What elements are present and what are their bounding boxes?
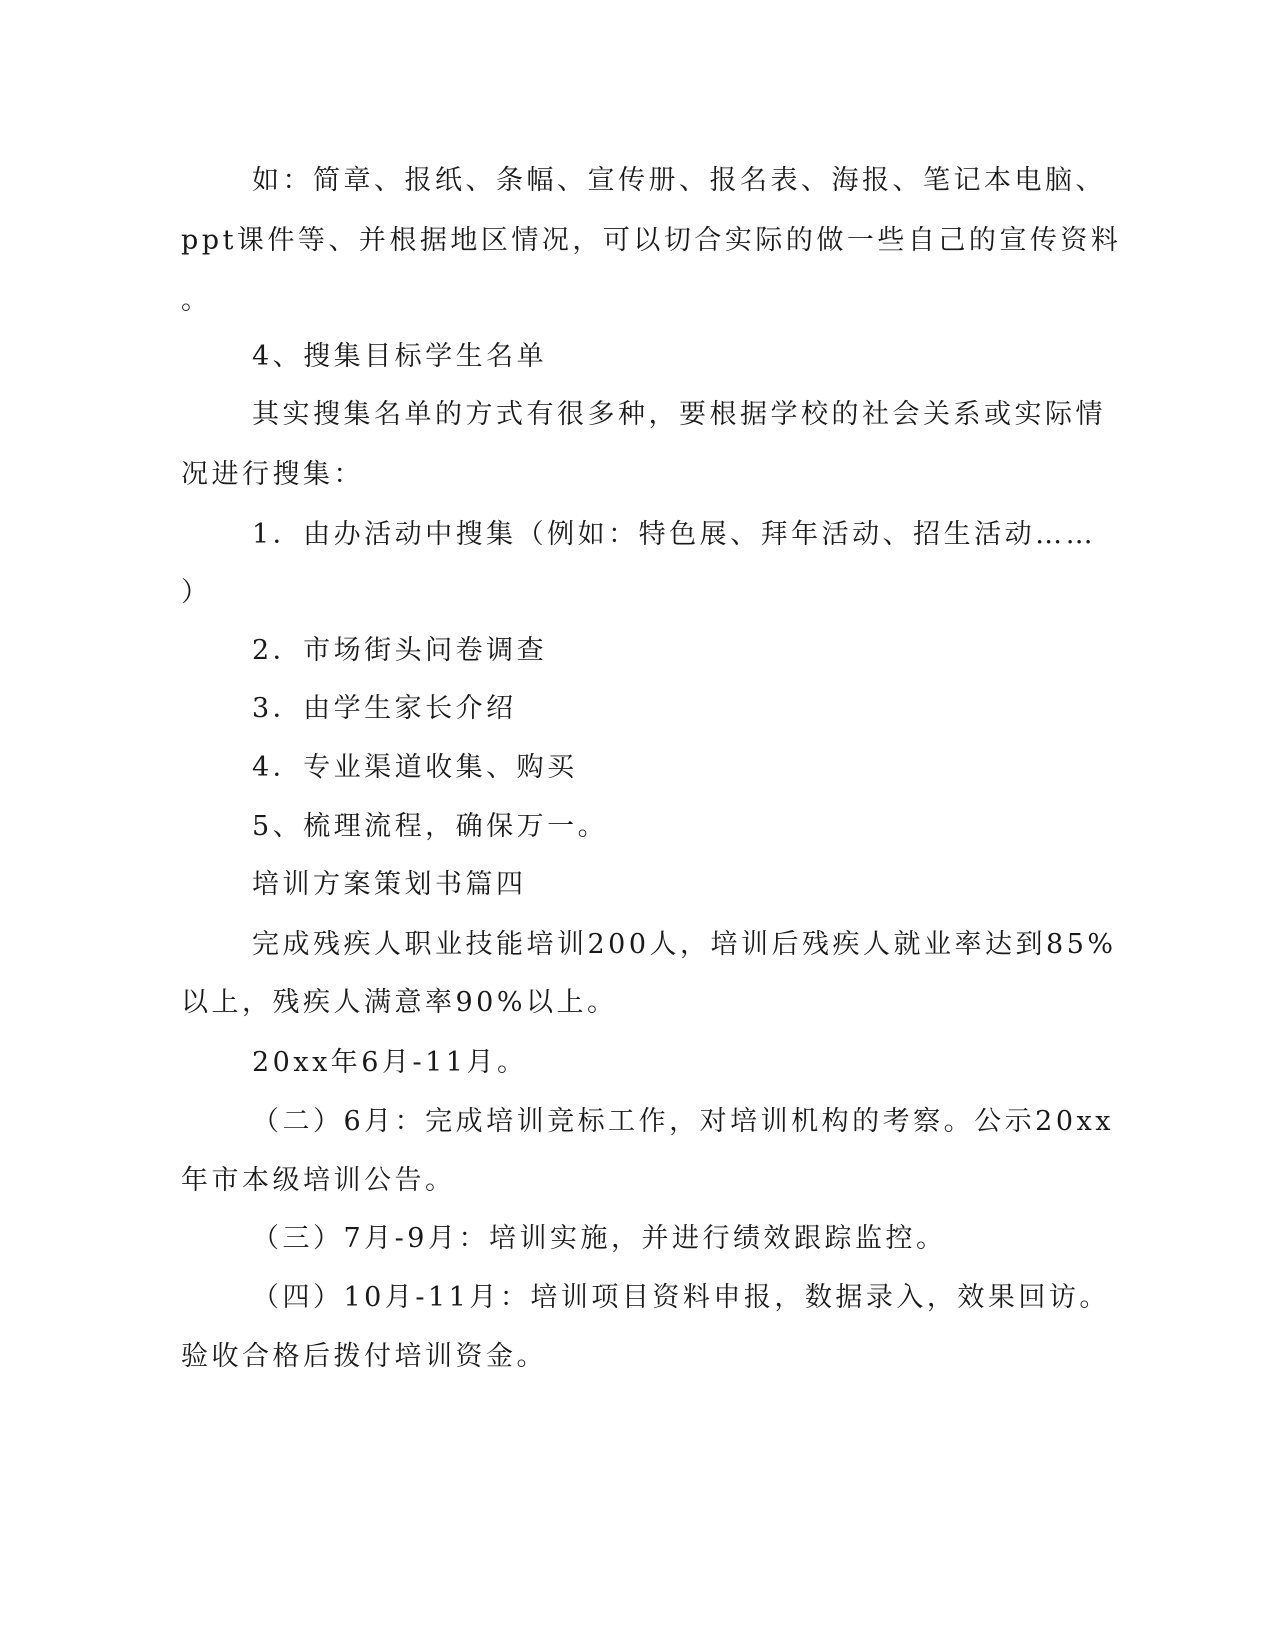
paragraph-line: 如：简章、报纸、条幅、宣传册、报名表、海报、笔记本电脑、 xyxy=(252,165,1106,196)
list-item: 1．由办活动中搜集（例如：特色展、拜年活动、招生活动…… xyxy=(252,519,1097,550)
paragraph-line: 以上，残疾人满意率90%以上。 xyxy=(181,987,618,1018)
paragraph-line: 完成残疾人职业技能培训200人，培训后残疾人就业率达到85% xyxy=(252,929,1117,960)
paragraph-line: ppt课件等、并根据地区情况，可以切合实际的做一些自己的宣传资料 xyxy=(181,225,1122,256)
paragraph-line: （三）7月-9月：培训实施，并进行绩效跟踪监控。 xyxy=(252,1223,947,1254)
section-heading: 4、搜集目标学生名单 xyxy=(252,341,548,372)
list-item: 4．专业渠道收集、购买 xyxy=(252,752,578,783)
list-item: 2．市场街头问卷调查 xyxy=(252,635,548,666)
list-item-continuation: ） xyxy=(181,577,212,608)
section-title: 培训方案策划书篇四 xyxy=(252,869,527,900)
paragraph-line: 年市本级培训公告。 xyxy=(181,1165,456,1196)
paragraph-line: 其实搜集名单的方式有很多种，要根据学校的社会关系或实际情 xyxy=(252,399,1106,430)
paragraph-line: 验收合格后拨付培训资金。 xyxy=(181,1341,547,1372)
paragraph-line: 况进行搜集： xyxy=(181,459,364,490)
paragraph-line: 20xx年6月-11月。 xyxy=(252,1047,528,1078)
list-item: 3．由学生家长介绍 xyxy=(252,693,517,724)
paragraph-line: （四）10月-11月：培训项目资料申报，数据录入，效果回访。 xyxy=(252,1282,1110,1313)
paragraph-line: 。 xyxy=(181,285,212,316)
paragraph-line: （二）6月：完成培训竞标工作，对培训机构的考察。公示20xx xyxy=(252,1106,1114,1137)
section-heading: 5、梳理流程，确保万一。 xyxy=(252,811,609,842)
